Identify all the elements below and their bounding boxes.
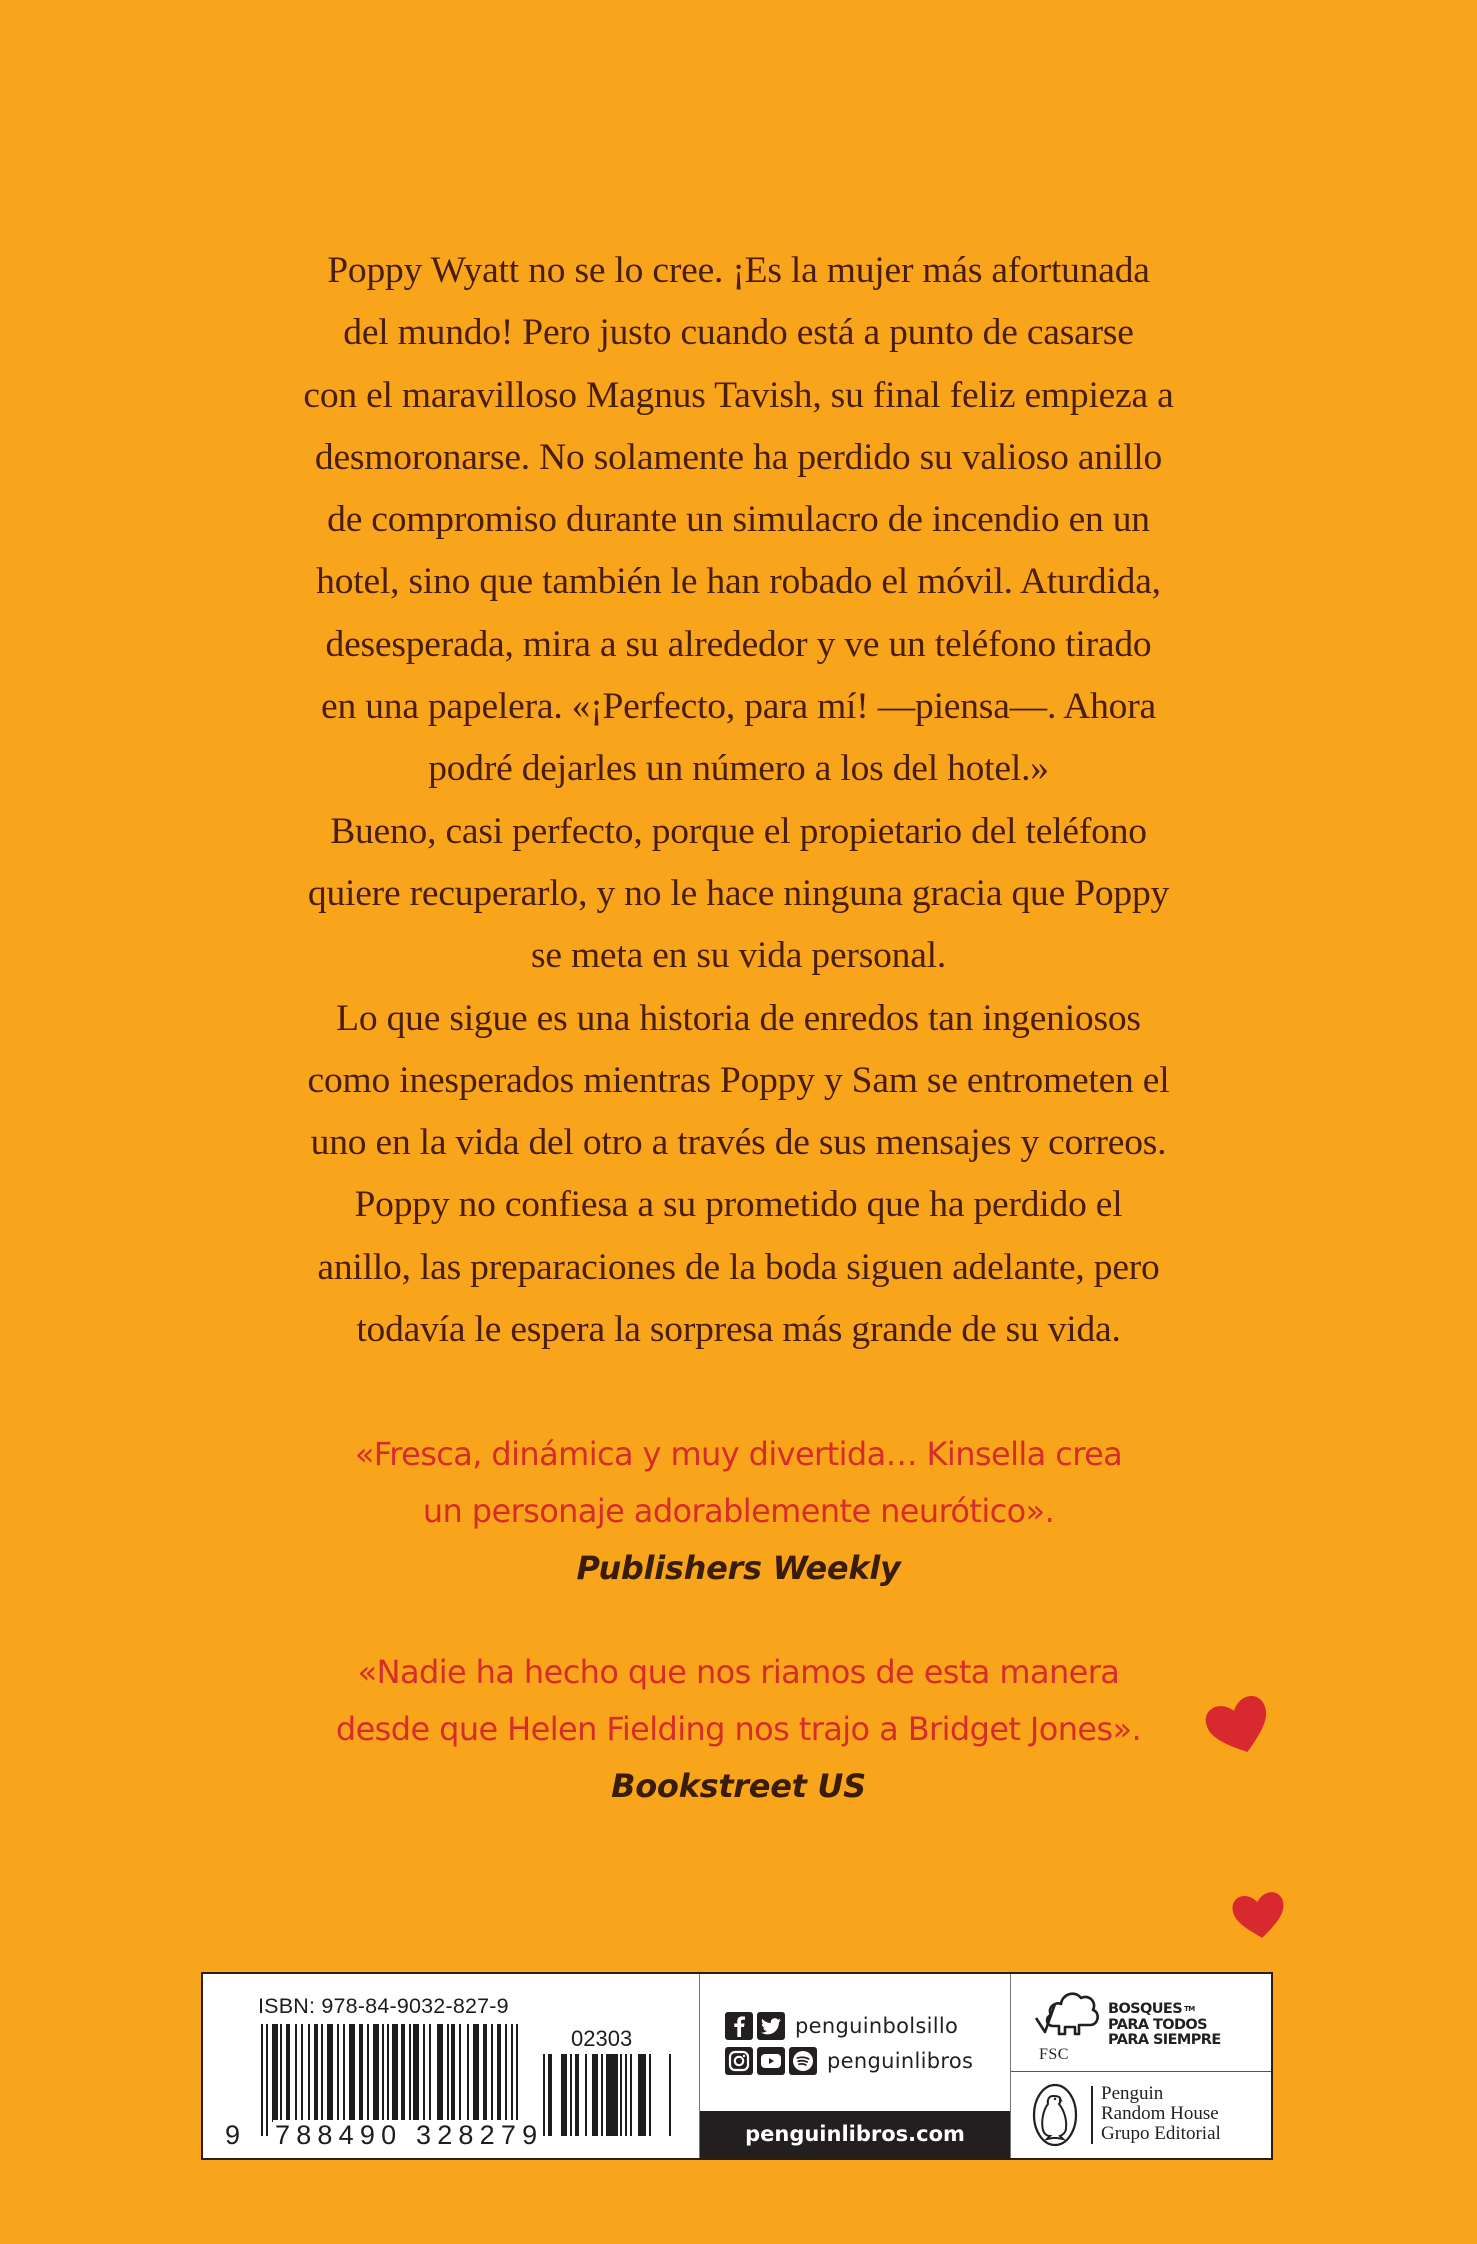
ean-first-digit: 9 (225, 2120, 241, 2150)
quote-line: «Fresca, dinámica y muy divertida… Kinsella crea (354, 1435, 1123, 1473)
synopsis-line: Poppy Wyatt no se lo cree. ¡Es la mujer más afortunada (327, 250, 1150, 291)
addon-barcode (543, 2054, 671, 2136)
spotify-icon[interactable] (789, 2047, 817, 2075)
heart-icon (1203, 1690, 1275, 1762)
quote-line: desde que Helen Fielding nos trajo a Bridget Jones». (335, 1710, 1142, 1748)
synopsis-line: todavía le espera la sorpresa más grande de su vida. (356, 1309, 1121, 1351)
logo-divider (1091, 2086, 1093, 2144)
review-quote-publishers-weekly (150, 1426, 1327, 1597)
synopsis-line: en una papelera. «¡Perfecto, para mí! —piensa—. Ahora (321, 686, 1156, 728)
social-handle-libros[interactable]: penguinlibros (827, 2049, 974, 2073)
synopsis-line: Bueno, casi perfecto, porque el propietario del teléfono (330, 810, 1147, 852)
fsc-slogan-line: BOSQUES (1108, 2001, 1183, 2017)
synopsis-line: quiere recuperarlo, y no le hace ninguna gracia que Poppy (307, 872, 1170, 914)
fsc-slogan (1108, 2002, 1221, 2049)
social-row-bolsillo (725, 2012, 958, 2040)
publisher-logos (1010, 1974, 1271, 2158)
synopsis-line: uno en la vida del otro a través de sus mensajes y correos. (310, 1122, 1167, 1164)
fsc-label: FSC (1039, 2046, 1069, 2063)
fsc-slogan-line: PARA SIEMPRE (1108, 2032, 1221, 2048)
synopsis-line: desmoronarse. No solamente ha perdido su valioso anillo (314, 436, 1163, 478)
twitter-icon[interactable] (757, 2012, 785, 2040)
synopsis-line: como inesperados mientras Poppy y Sam se entrometen el (307, 1059, 1170, 1101)
quote-source: Publishers Weekly (576, 1549, 901, 1587)
barcode-section (203, 1974, 699, 2158)
fsc-tree-icon (1033, 1982, 1103, 2046)
penguin-icon (1031, 2082, 1079, 2148)
penguin-random-house-logo (1011, 2072, 1271, 2158)
instagram-icon[interactable] (725, 2047, 753, 2075)
synopsis-line: podré dejarles un número a los del hotel.» (428, 748, 1049, 790)
website-link[interactable]: penguinlibros.com (700, 2111, 1010, 2158)
quote-line: un personaje adorablemente neurótico». (422, 1492, 1055, 1530)
youtube-icon[interactable] (757, 2047, 785, 2075)
publisher-name (1101, 2084, 1221, 2144)
fsc-slogan-line: PARA TODOS (1108, 2016, 1207, 2033)
ean-digits: 788490 328279 (275, 2120, 544, 2150)
social-section (699, 1974, 1010, 2158)
synopsis-line: Poppy no confiesa a su prometido que ha perdido el (354, 1184, 1123, 1226)
synopsis-line: del mundo! Pero justo cuando está a punto de casarse (343, 312, 1134, 354)
social-handle-bolsillo[interactable]: penguinbolsillo (795, 2014, 959, 2038)
publisher-line: Penguin (1101, 2083, 1164, 2104)
isbn-label: ISBN: 978-84-9032-827-9 (258, 1994, 509, 2018)
trademark-mark: TM (1184, 2005, 1195, 2013)
publisher-line: Random House (1101, 2103, 1219, 2124)
synopsis-line: hotel, sino que también le han robado el móvil. Aturdida, (316, 561, 1161, 603)
synopsis-line: de compromiso durante un simulacro de incendio en un (327, 499, 1150, 541)
heart-icon (1228, 1884, 1290, 1944)
quote-source: Bookstreet US (611, 1767, 866, 1805)
addon-code: 02303 (571, 2026, 633, 2051)
synopsis (150, 240, 1327, 1361)
social-row-libros (725, 2047, 973, 2075)
facebook-icon[interactable] (725, 2012, 753, 2040)
publisher-line: Grupo Editorial (1101, 2123, 1221, 2144)
review-quote-bookstreet (150, 1644, 1327, 1815)
fsc-logo (1011, 1974, 1271, 2072)
back-cover-info-panel (201, 1972, 1273, 2160)
synopsis-line: con el maravilloso Magnus Tavish, su final feliz empieza a (303, 374, 1174, 416)
quote-line: «Nadie ha hecho que nos riamos de esta manera (357, 1653, 1120, 1691)
synopsis-line: Lo que sigue es una historia de enredos tan ingeniosos (336, 997, 1141, 1039)
synopsis-line: desesperada, mira a su alrededor y ve un teléfono tirado (325, 623, 1152, 665)
synopsis-line: anillo, las preparaciones de la boda siguen adelante, pero (317, 1246, 1160, 1288)
synopsis-line: se meta en su vida personal. (530, 935, 947, 977)
